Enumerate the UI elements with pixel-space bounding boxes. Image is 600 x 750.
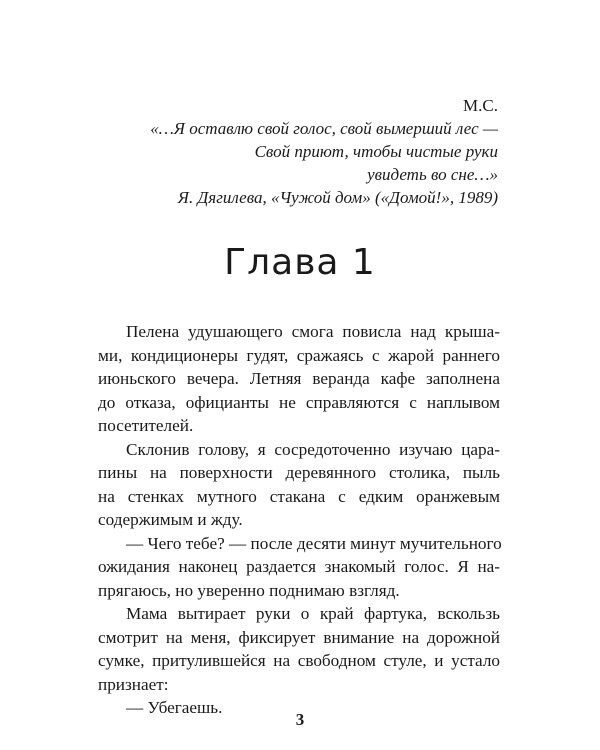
text-line: — Чего тебе? — после десяти минут мучительного [126, 533, 502, 553]
epigraph-quote-line: увидеть во сне…» [367, 165, 498, 184]
text-line: Пелена удушающего смога повисла над крыша- [126, 322, 500, 341]
text-line: смотрит на меня, фиксирует внимание на дорожной [98, 627, 500, 647]
epigraph-quote-line: «…Я оставлю свой голос, свой вымерший лес — [150, 119, 498, 138]
text-line: на стенках мутного стакана с едким оранжевым [98, 486, 500, 506]
text-line: — Убегаешь. [126, 698, 223, 717]
chapter-title: Глава 1 [224, 242, 376, 283]
text-line: Мама вытирает руки о край фартука, вскользь [126, 604, 500, 623]
text-line: сумке, притулившейся на свободном стуле, и устало [98, 651, 500, 670]
body-text [98, 320, 500, 720]
epigraph-initials: М.С. [463, 96, 498, 115]
epigraph-quote-line: Свой приют, чтобы чистые руки [254, 142, 498, 161]
text-line: до отказа, официанты не справляются с наплывом [98, 392, 500, 412]
epigraph [78, 94, 498, 209]
epigraph-attribution: Я. Дягилева, «Чужой дом» («Домой!», 1989) [177, 188, 498, 207]
text-line: июньского вечера. Летняя веранда кафе заполнена [98, 369, 500, 388]
text-line: ми, кондиционеры гудят, сражаясь с жарой раннего [98, 345, 500, 365]
text-line: посетителей. [98, 416, 194, 435]
text-line: содержимым и жду. [98, 510, 243, 529]
text-line: Склонив голову, я сосредоточенно изучаю цара- [126, 439, 500, 459]
text-line: признает: [98, 674, 169, 694]
page-number: 3 [295, 710, 305, 729]
text-line: пины на поверхности деревянного столика, пыль [98, 463, 500, 482]
text-line: прягаюсь, но уверенно поднимаю взгляд. [98, 580, 400, 600]
text-line: ожидания наконец раздается знакомый голос. Я на- [98, 557, 500, 576]
